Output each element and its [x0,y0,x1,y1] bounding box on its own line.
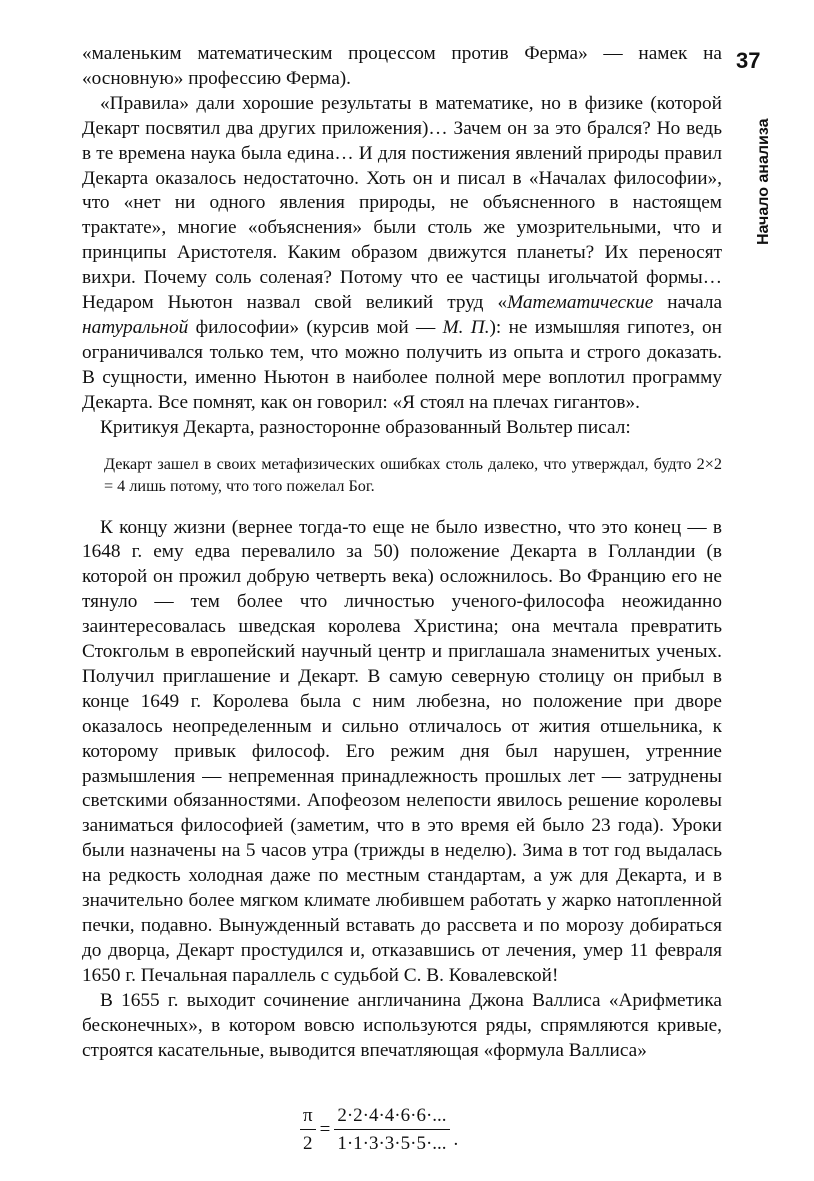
newton-title-plain-2: философии» (курсив мой — [188,316,443,338]
wallis-formula [300,1105,458,1155]
paragraph-4: К концу жизни (вернее тогда-то еще не было известно, что это конец — в 1648 г. ему едва перевалило за 50) положение Декарта в Голландии (в которой он прожил добрую четверть века) осложнилось. Во Францию его не тянуло — тем более что личностью ученого-философа неожиданно заинтересовалась шведская королева Христина; она мечтала превратить Стокгольм в европейский научный центр и приглашала знаменитых ученых. Получил приглашение и Декарт. В самую северную столицу он прибыл в конце 1649 г. Королева была с ним любезна, но положение при дворе оказалось неопределенным и сильно отличалось от жития отшельника, к которому привык философ. Его режим дня был нарушен, утренние размышления — непременная принадлежность прошлых лет — затруднены светскими обязанностями. Апофеозом нелепости явилось решение королевы заниматься философией (заметим, что в это время ей было 23 года). Уроки были назначены на 5 часов утра (трижды в неделю). Зима в тот год выдалась на редкость холодная даже по местным стандартам, а уж для Декарта, и в значительно более мягком климате любившем работать у жарко натопленной печки, подавно. Вынужденный вставать до рассвета и по морозу добираться до дворца, Декарт простудился и, отказавшись от лечения, умер 11 февраля 1650 г. Печальная параллель с судьбой С. В. Ковалевской! [82,516,722,986]
formula-period: . [453,1129,459,1150]
newton-title-italic-2: натуральной [82,316,189,338]
formula-rhs-denominator: 1·1·3·3·5·5·... [337,1133,447,1154]
paragraph-1: «маленьким математическим процессом против Ферма» — намек на «основную» профессию Ферма). [82,43,722,89]
running-head: Начало анализа [755,118,772,245]
newton-author-italic: М. П. [442,316,490,338]
page-number: 37 [736,48,761,73]
newton-rest: ): не измышляя гипотез, он ограничивался только тем, что можно получить из опыта и строго доказать. В сущности, именно Ньютон в наиболее полной мере воплотил программу Декарта. Все помнят, как он говорил: «Я стоял на плечах гигантов». [82,316,722,413]
newton-title-plain-1: начала [653,292,722,314]
formula-lhs [300,1105,316,1155]
paragraph-5: В 1655 г. выходит сочинение англичанина Джона Валлиса «Арифметика бесконечных», в котором вовсю используются ряды, спрямляются кривые, строятся касательные, выводится впечатляющая «формула Валлиса» [82,989,722,1061]
voltaire-quote [82,453,722,498]
formula-rhs-numerator: 2·2·4·4·6·6·... [334,1105,449,1130]
formula-lhs-numerator: π [300,1105,316,1130]
formula-rhs [334,1105,449,1155]
newton-title-italic-1: Математические [507,292,654,314]
body-text [82,42,722,1063]
paragraph-2 [82,92,722,416]
quote-after: лишь потому, что того пожелал Бог. [125,477,375,495]
paragraph-3: Критикуя Декарта, разносторонне образованный Вольтер писал: [100,416,631,438]
quote-before: Декарт зашел в своих метафизических ошибках столь далеко, что утверждал, будто [104,454,697,473]
formula-lhs-denominator: 2 [303,1133,313,1154]
quote-math: 2×2 = 4 [104,454,722,495]
paragraph-2-text: «Правила» дали хорошие результаты в математике, но в физике (которой Декарт посвятил два других приложения)… Зачем он за это брался? Но ведь в те времена наука была едина… И для постижения явлений природы правил Декарта оказалось недостаточно. Хоть он и писал в «Началах философии», что «нет ни одного явления природы, не объясненного в настоящем трактате», многие «объяснения» были столь же умозрительными, что и принципы Аристотеля. Каким образом движутся планеты? Их переносят вихри. Почему соль соленая? Потому что ее частицы игольчатой формы… Недаром Ньютон назвал свой великий труд « [82,92,722,314]
formula-equals: = [319,1119,331,1140]
